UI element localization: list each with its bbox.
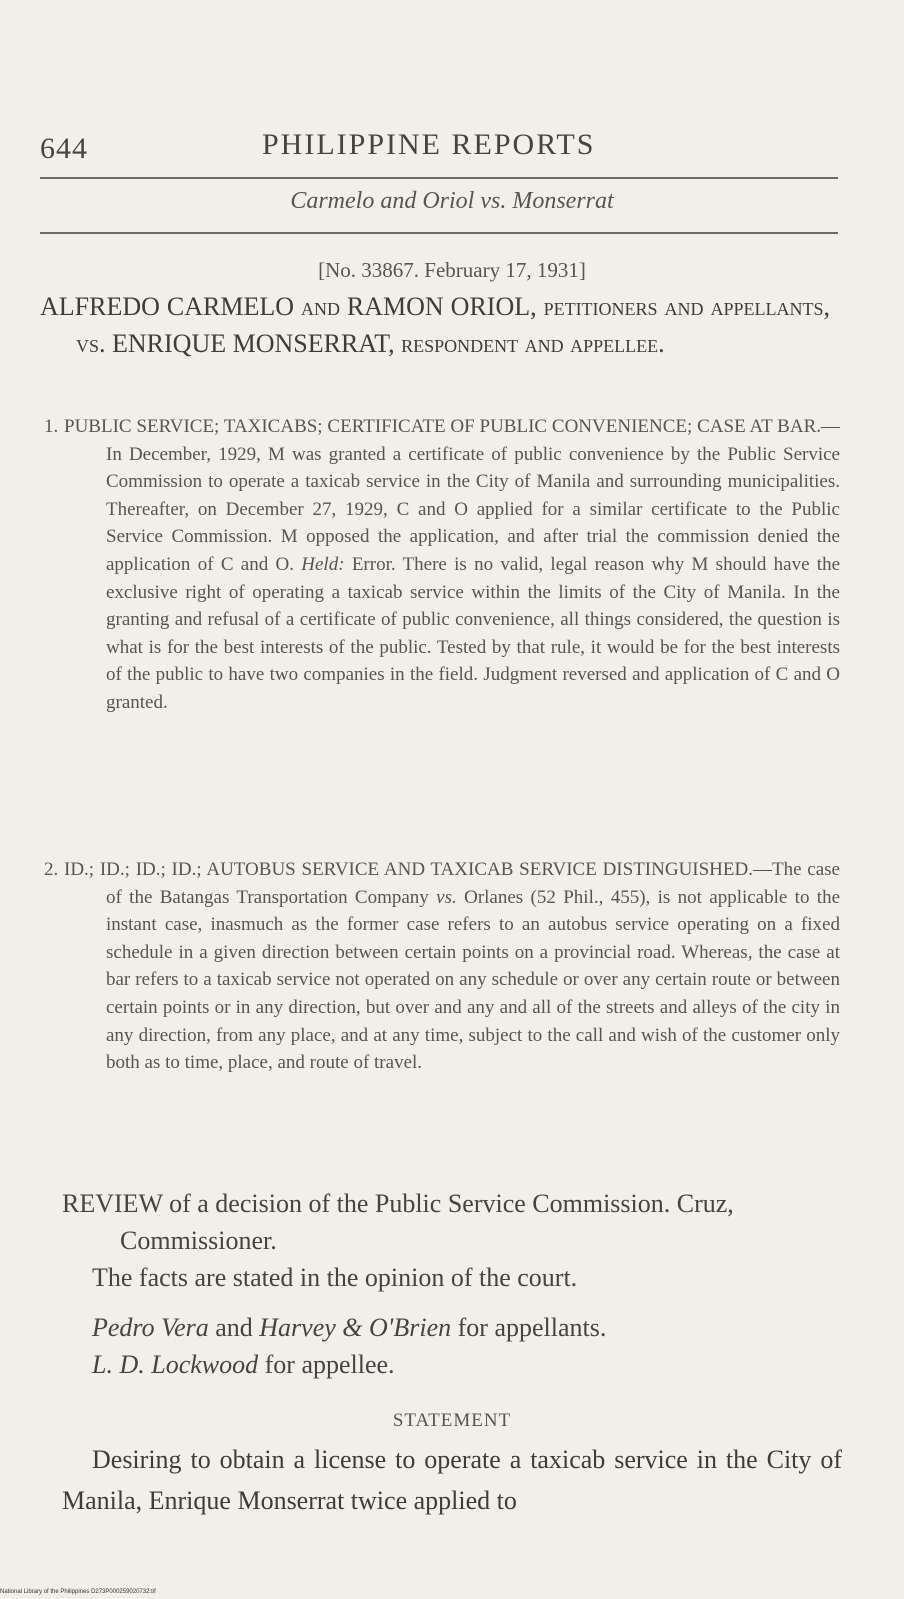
syllabus-number: 1. bbox=[44, 416, 59, 437]
syllabus-heading: PUBLIC SERVICE; TAXICABS; CERTIFICATE OF PUBLIC CONVENIENCE; CASE AT BAR. bbox=[64, 416, 821, 437]
counsel-appellee bbox=[92, 1350, 852, 1380]
syllabus-item-1 bbox=[44, 413, 840, 717]
statement-paragraph bbox=[62, 1439, 842, 1521]
counsel-role: for appellee. bbox=[264, 1350, 395, 1379]
counsel-name: Pedro Vera bbox=[92, 1313, 209, 1342]
review-text: REVIEW of a decision of the Public Service Commission. Cruz, Commissioner. bbox=[62, 1189, 734, 1255]
syllabus-number: 2. bbox=[44, 859, 59, 880]
syllabus-text-after: Error. There is no valid, legal reason why M should have the exclusive right of operating a taxicab service within the limits of the City of Manila. In the granting and refusal of a certificate of public convenience, all things considered, the question is what is for the best interests of the public. Tested by that rule, it would be for the best interests of the public to have two companies in the field. Judgment reversed and application of C and O granted. bbox=[106, 553, 841, 713]
facts-line: The facts are stated in the opinion of the court. bbox=[92, 1263, 578, 1292]
review-paragraph bbox=[62, 1185, 842, 1259]
case-parties bbox=[40, 288, 830, 362]
parties-text: ALFREDO CARMELO and RAMON ORIOL, petitioners and appellants, vs. ENRIQUE MONSERRAT, respondent and appellee. bbox=[40, 292, 830, 358]
counsel-role: for appellants. bbox=[457, 1313, 607, 1342]
statement-heading: STATEMENT bbox=[392, 1410, 512, 1431]
syllabus-text-after: Orlanes (52 Phil., 455), is not applicable to the instant case, inasmuch as the former case refers to an autobus service operating on a fixed schedule in a given direction between certain points on a provincial road. Whereas, the case at bar refers to a taxicab service not operated on any schedule or over any certain route or between certain points or in any direction, but over and any and all of the streets and alleys of the city in any direction, from any place, and at any time, subject to the call and wish of the customer only both as to time, place, and route of travel. bbox=[106, 886, 841, 1074]
syllabus-text: —In December, 1929, M was granted a certificate of public convenience by the Public Service Commission to operate a taxicab service in the City of Manila and surrounding municipalities. Thereafter, on December 27, 1929, C and O applied for a similar certificate to the Public Service Commission. M opposed the application, and after trial the commission denied the application of C and O. bbox=[106, 416, 840, 575]
counsel-and: and bbox=[215, 1313, 253, 1342]
running-title: Carmelo and Oriol vs. Monserrat bbox=[290, 188, 614, 214]
docket-line: [No. 33867. February 17, 1931] bbox=[318, 258, 586, 282]
header-rule-top bbox=[40, 177, 838, 179]
counsel-name: Harvey & O'Brien bbox=[259, 1313, 452, 1342]
vs-label: vs. bbox=[436, 886, 457, 908]
syllabus-text: —The case of the Batangas Transportation Company bbox=[106, 859, 840, 908]
page-number: 644 bbox=[40, 132, 88, 165]
syllabus-item-2 bbox=[44, 856, 840, 1077]
header-rule-bottom bbox=[40, 232, 838, 234]
statement-text: Desiring to obtain a license to operate a taxicab service in the City of Manila, Enrique Monserrat twice applied to bbox=[62, 1445, 842, 1515]
counsel-name: L. D. Lockwood bbox=[92, 1350, 259, 1379]
scan-footer: National Library of the Philippines D273P000259020732.tif bbox=[0, 1589, 156, 1595]
publication-title: PHILIPPINE REPORTS bbox=[262, 128, 596, 161]
held-label: Held: bbox=[301, 553, 345, 575]
syllabus-heading: ID.; ID.; ID.; ID.; AUTOBUS SERVICE AND TAXICAB SERVICE DISTINGUISHED. bbox=[64, 859, 753, 880]
counsel-appellants bbox=[92, 1313, 852, 1343]
